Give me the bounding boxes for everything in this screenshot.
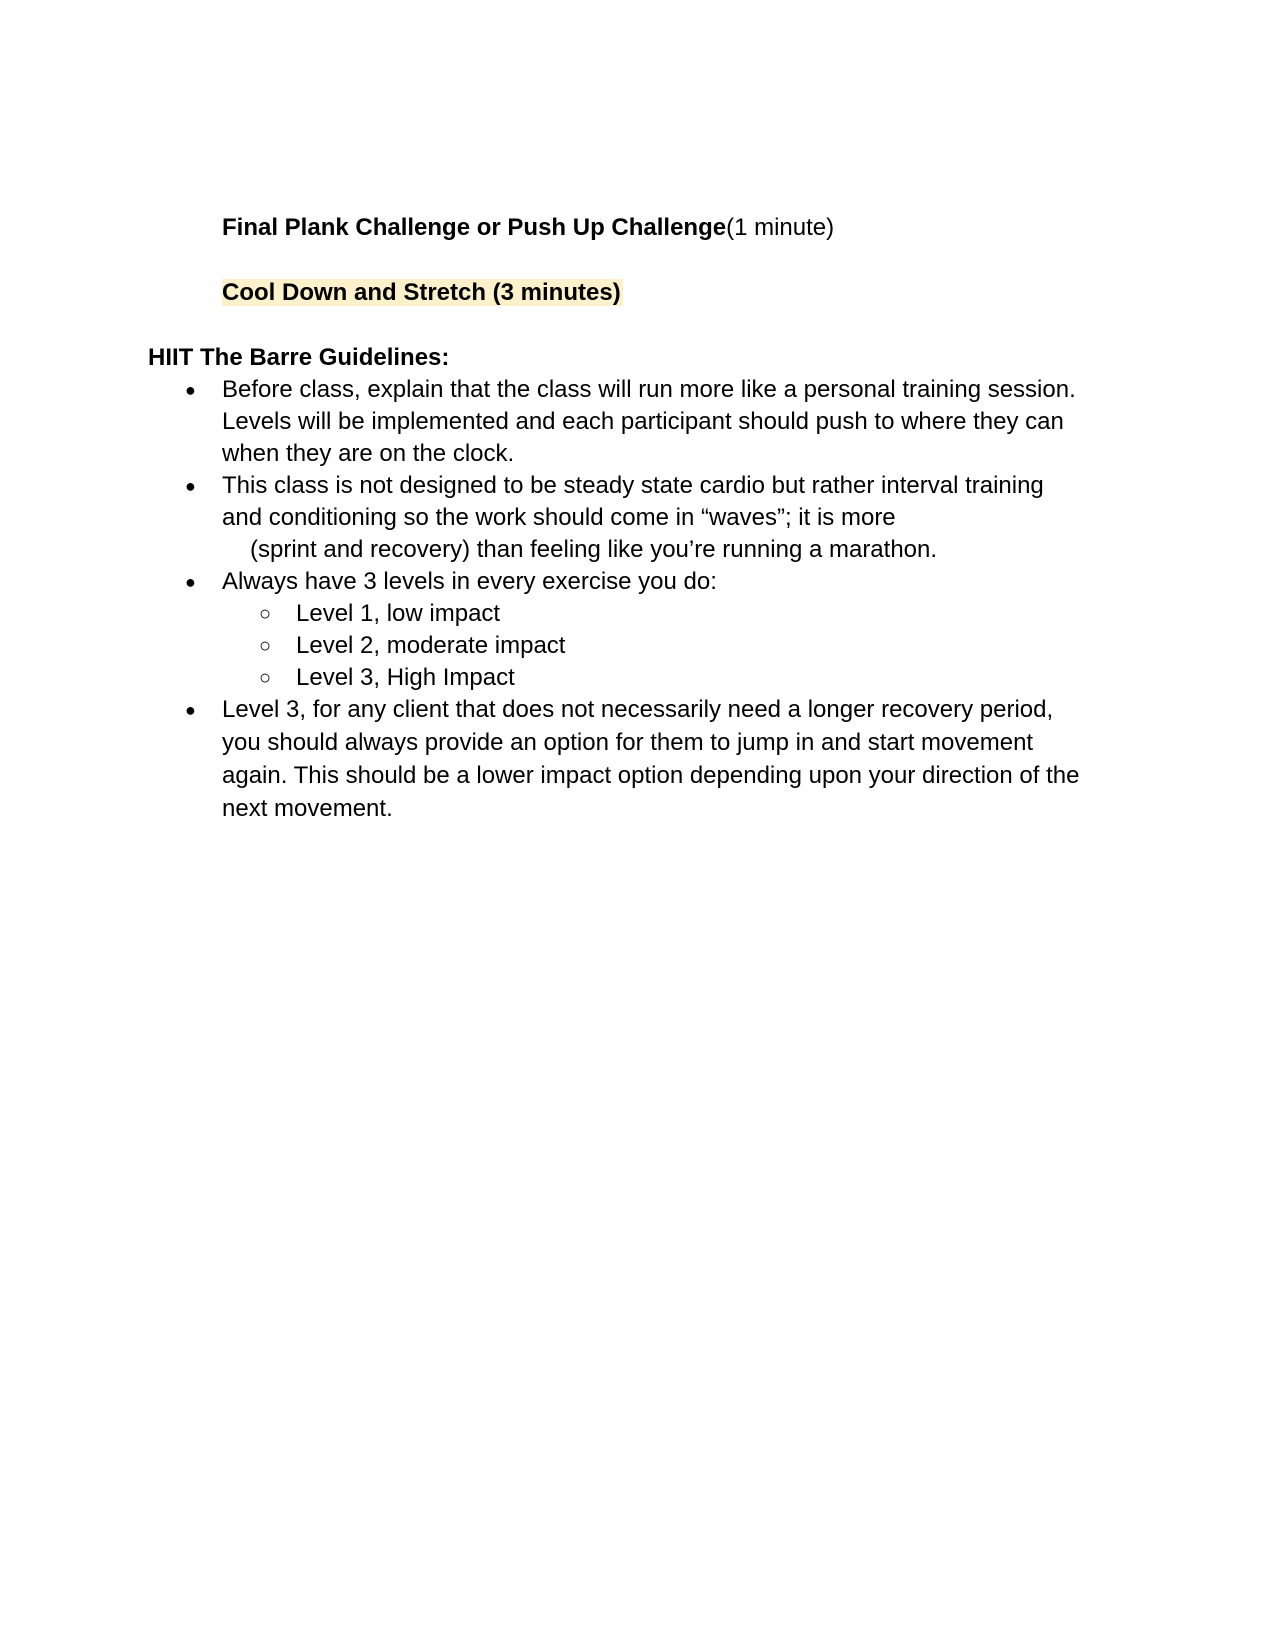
guideline-2-line-2: and conditioning so the work should come in “waves”; it is more: [222, 504, 896, 531]
plank-challenge-title: Final Plank Challenge or Push Up Challenge: [222, 214, 727, 241]
guideline-2-line-1: This class is not designed to be steady state cardio but rather interval training: [222, 472, 1044, 499]
guideline-4-line-4: next movement.: [222, 795, 393, 822]
bullet-icon: ●: [185, 700, 196, 720]
level-1-item: Level 1, low impact: [296, 600, 501, 627]
sub-bullet-icon: ○: [259, 603, 272, 625]
guideline-1-line-3: when they are on the clock.: [222, 440, 515, 467]
guideline-1-line-1: Before class, explain that the class will run more like a personal training session.: [222, 376, 1076, 403]
cooldown-title: Cool Down and Stretch (3 minutes): [222, 279, 621, 306]
level-3-item: Level 3, High Impact: [296, 664, 515, 691]
plank-challenge-heading: [222, 212, 834, 244]
bullet-icon: ●: [185, 572, 196, 592]
guideline-4-line-2: you should always provide an option for them to jump in and start movement: [222, 729, 1034, 756]
sub-bullet-icon: ○: [259, 635, 272, 657]
guidelines-heading: HIIT The Barre Guidelines:: [148, 344, 450, 371]
guideline-4-line-1: Level 3, for any client that does not necessarily need a longer recovery period,: [222, 696, 1054, 723]
sub-bullet-icon: ○: [259, 667, 272, 689]
level-2-item: Level 2, moderate impact: [296, 632, 566, 659]
guideline-3-line-1: Always have 3 levels in every exercise you do:: [222, 568, 717, 595]
cooldown-heading: [222, 277, 623, 309]
bullet-icon: ●: [185, 380, 196, 400]
guideline-4-line-3: again. This should be a lower impact option depending upon your direction of the: [222, 762, 1080, 789]
guideline-2-line-3: (sprint and recovery) than feeling like you’re running a marathon.: [250, 536, 938, 563]
plank-challenge-duration: (1 minute): [726, 214, 835, 241]
bullet-icon: ●: [185, 476, 196, 496]
guideline-1-line-2: Levels will be implemented and each participant should push to where they can: [222, 408, 1064, 435]
